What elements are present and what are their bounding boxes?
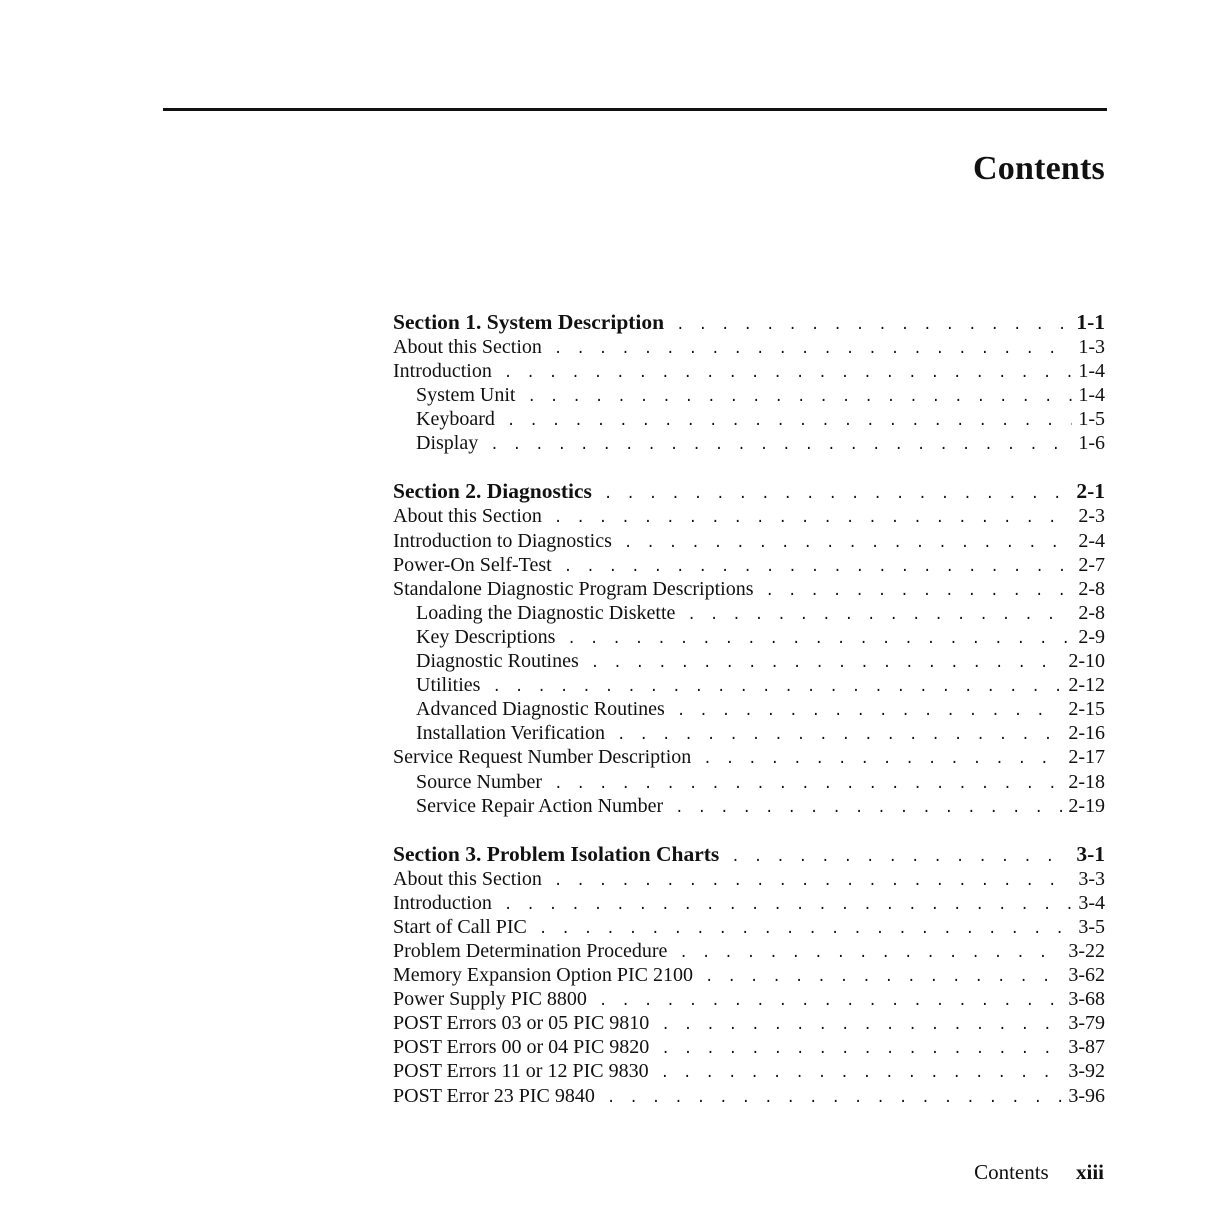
toc-entry-label: Installation Verification [416, 722, 606, 745]
dot-leader [661, 1061, 1063, 1085]
dot-leader [554, 869, 1072, 893]
toc-entry-page: 2-1 [1076, 479, 1105, 504]
toc-entry-page: 3-4 [1078, 891, 1105, 914]
toc-entry-label: System Unit [416, 384, 516, 407]
dot-leader [679, 941, 1062, 965]
toc-entry-page: 3-22 [1068, 939, 1105, 962]
toc-entry-label: Memory Expansion Option PIC 2100 [393, 964, 693, 987]
toc-entry-page: 3-79 [1068, 1012, 1105, 1035]
toc-entry[interactable] [393, 697, 1105, 721]
toc-entry-label: Advanced Diagnostic Routines [416, 698, 665, 721]
toc-section-heading[interactable] [393, 310, 1105, 335]
toc-entry-page: 2-17 [1068, 746, 1105, 769]
dot-leader [624, 531, 1072, 555]
toc-entry-label: Service Request Number Description [393, 746, 692, 769]
toc-entry-page: 3-62 [1068, 964, 1105, 987]
toc-entry-label: Start of Call PIC [393, 915, 527, 938]
toc-entry-page: 1-4 [1078, 384, 1105, 407]
toc-entry-page: 2-18 [1068, 770, 1105, 793]
page-title: Contents [973, 150, 1105, 187]
toc-entry-label: Keyboard [416, 408, 495, 431]
toc-entry[interactable] [393, 601, 1105, 625]
dot-leader [554, 337, 1072, 361]
dot-leader [554, 772, 1062, 796]
top-rule [163, 108, 1107, 111]
toc-entry[interactable] [393, 794, 1105, 818]
toc-section [393, 310, 1105, 455]
dot-leader [687, 603, 1072, 627]
toc-entry-label: Key Descriptions [416, 625, 556, 648]
toc-entry-page: 3-87 [1068, 1036, 1105, 1059]
toc-entry-label: POST Error 23 PIC 9840 [393, 1084, 595, 1107]
dot-leader [703, 747, 1062, 771]
dot-leader [676, 313, 1070, 337]
toc-entry[interactable] [393, 770, 1105, 794]
dot-leader [705, 965, 1062, 989]
toc-entry-label: Power Supply PIC 8800 [393, 988, 587, 1011]
toc-entry-page: 3-96 [1068, 1084, 1105, 1107]
toc-entry-page: 2-19 [1068, 794, 1105, 817]
toc-entry[interactable] [393, 963, 1105, 987]
dot-leader [661, 1013, 1062, 1037]
toc-entry[interactable] [393, 335, 1105, 359]
toc-entry[interactable] [393, 745, 1105, 769]
dot-leader [564, 555, 1073, 579]
dot-leader [527, 385, 1072, 409]
toc-entry-page: 2-9 [1078, 625, 1105, 648]
toc-entry[interactable] [393, 673, 1105, 697]
toc-entry-page: 3-92 [1068, 1060, 1105, 1083]
toc-entry-page: 1-6 [1078, 432, 1105, 455]
toc-entry[interactable] [393, 383, 1105, 407]
toc-entry[interactable] [393, 1059, 1105, 1083]
dot-leader [604, 482, 1070, 506]
dot-leader [507, 409, 1072, 433]
footer-page-number: xiii [1075, 1160, 1104, 1184]
toc-entry-page: 2-8 [1078, 577, 1105, 600]
dot-leader [661, 1037, 1062, 1061]
toc-entry-label: Section 3. Problem Isolation Charts [393, 841, 720, 866]
toc-entry[interactable] [393, 915, 1105, 939]
toc-entry-page: 2-7 [1078, 553, 1105, 576]
toc-entry[interactable] [393, 649, 1105, 673]
toc-entry-label: POST Errors 11 or 12 PIC 9830 [393, 1060, 649, 1083]
toc-entry-label: Service Repair Action Number [416, 794, 664, 817]
toc-entry[interactable] [393, 407, 1105, 431]
dot-leader [617, 723, 1062, 747]
toc-entry-page: 1-1 [1076, 310, 1105, 334]
toc-entry-label: Display [416, 432, 479, 455]
dot-leader [539, 917, 1072, 941]
toc-entry-label: Problem Determination Procedure [393, 939, 668, 962]
toc-entry-page: 1-4 [1078, 360, 1105, 383]
toc-entry-page: 2-16 [1068, 722, 1105, 745]
dot-leader [677, 699, 1062, 723]
dot-leader [591, 651, 1063, 675]
dot-leader [731, 845, 1070, 869]
toc-entry[interactable] [393, 1011, 1105, 1035]
toc-entry-label: Section 2. Diagnostics [393, 479, 592, 504]
toc-entry-label: Introduction [393, 360, 492, 383]
toc-entry[interactable] [393, 939, 1105, 963]
toc-entry[interactable] [393, 504, 1105, 528]
toc-entry-label: About this Section [393, 505, 542, 528]
toc-entry-page: 3-5 [1078, 915, 1105, 938]
toc-entry[interactable] [393, 577, 1105, 601]
toc-entry-label: Section 1. System Description [393, 310, 665, 334]
toc-entry[interactable] [393, 867, 1105, 891]
toc-entry-page: 2-3 [1078, 505, 1105, 528]
toc-section-heading[interactable] [393, 479, 1105, 504]
toc-entry-page: 3-3 [1078, 867, 1105, 890]
toc-section-heading[interactable] [393, 842, 1105, 867]
toc-entry[interactable] [393, 529, 1105, 553]
toc-section [393, 479, 1105, 817]
dot-leader [675, 796, 1062, 820]
toc-entry-label: POST Errors 03 or 05 PIC 9810 [393, 1012, 650, 1035]
page-footer [974, 1160, 1104, 1185]
toc-entry-page: 2-15 [1068, 698, 1105, 721]
toc-entry-label: POST Errors 00 or 04 PIC 9820 [393, 1036, 650, 1059]
toc-entry-label: About this Section [393, 867, 542, 890]
toc-entry[interactable] [393, 359, 1105, 383]
toc-entry-label: Utilities [416, 674, 481, 697]
toc-section [393, 842, 1105, 1108]
dot-leader [504, 893, 1072, 917]
dot-leader [567, 627, 1072, 651]
toc-entry[interactable] [393, 891, 1105, 915]
footer-label: Contents [974, 1160, 1049, 1184]
toc-entry-label: Diagnostic Routines [416, 650, 579, 673]
dot-leader [766, 579, 1073, 603]
table-of-contents [393, 310, 1105, 1132]
toc-entry-label: About this Section [393, 336, 542, 358]
toc-entry-label: Introduction to Diagnostics [393, 529, 612, 552]
toc-entry[interactable] [393, 721, 1105, 745]
toc-entry[interactable] [393, 431, 1105, 455]
toc-entry-page: 3-1 [1076, 841, 1105, 866]
toc-entry-page: 3-68 [1068, 988, 1105, 1011]
dot-leader [554, 506, 1072, 530]
toc-entry[interactable] [393, 625, 1105, 649]
toc-entry-label: Standalone Diagnostic Program Descriptions [393, 577, 754, 600]
toc-entry-label: Power-On Self-Test [393, 553, 552, 576]
toc-entry-page: 2-10 [1068, 650, 1105, 673]
dot-leader [607, 1086, 1062, 1110]
dot-leader [599, 989, 1062, 1013]
toc-entry-page: 2-12 [1068, 674, 1105, 697]
toc-entry[interactable] [393, 1084, 1105, 1108]
toc-entry-page: 2-8 [1078, 601, 1105, 624]
toc-entry-page: 2-4 [1078, 529, 1105, 552]
toc-entry[interactable] [393, 1035, 1105, 1059]
toc-entry-label: Loading the Diagnostic Diskette [416, 601, 676, 624]
toc-entry-page: 1-5 [1078, 408, 1105, 431]
toc-entry-page: 1-3 [1078, 336, 1105, 358]
dot-leader [492, 675, 1062, 699]
toc-entry-label: Introduction [393, 891, 492, 914]
toc-entry-label: Source Number [416, 770, 543, 793]
dot-leader [504, 361, 1072, 385]
dot-leader [490, 433, 1072, 457]
toc-entry[interactable] [393, 553, 1105, 577]
toc-entry[interactable] [393, 987, 1105, 1011]
